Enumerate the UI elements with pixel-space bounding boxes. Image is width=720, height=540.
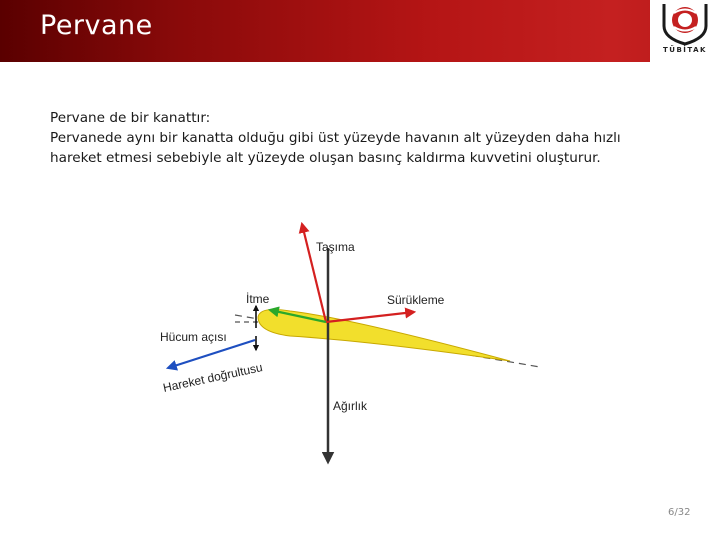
- thrust-label: İtme: [246, 292, 270, 306]
- slide-body: [50, 108, 690, 168]
- lift-label: Taşıma: [316, 240, 355, 254]
- slide-header: [0, 0, 720, 62]
- tubitak-logo: [650, 0, 720, 80]
- weight-label: Ağırlık: [333, 399, 368, 413]
- body-line-2: Pervanede aynı bir kanatta olduğu gibi üst yüzeyde havanın alt yüzeyden daha hızlı: [50, 130, 621, 146]
- direction-label: Hareket doğrultusu: [161, 360, 264, 395]
- logo-text: TÜBİTAK: [663, 46, 707, 54]
- drag-label: Sürükleme: [387, 293, 445, 307]
- body-line-3: hareket etmesi sebebiyle alt yüzeyde oluşan basınç kaldırma kuvvetini oluşturur.: [50, 150, 601, 166]
- slide-title: Pervane: [40, 10, 153, 41]
- lift-arrow: [302, 224, 326, 322]
- tubitak-emblem-icon: [650, 0, 720, 46]
- body-line-1: Pervane de bir kanattır:: [50, 110, 211, 126]
- page-number: 6/32: [668, 507, 691, 518]
- angle-label: Hücum açısı: [160, 330, 227, 344]
- drag-arrow: [326, 312, 414, 322]
- airfoil-force-diagram: [140, 210, 560, 475]
- airfoil-shape: [258, 309, 510, 361]
